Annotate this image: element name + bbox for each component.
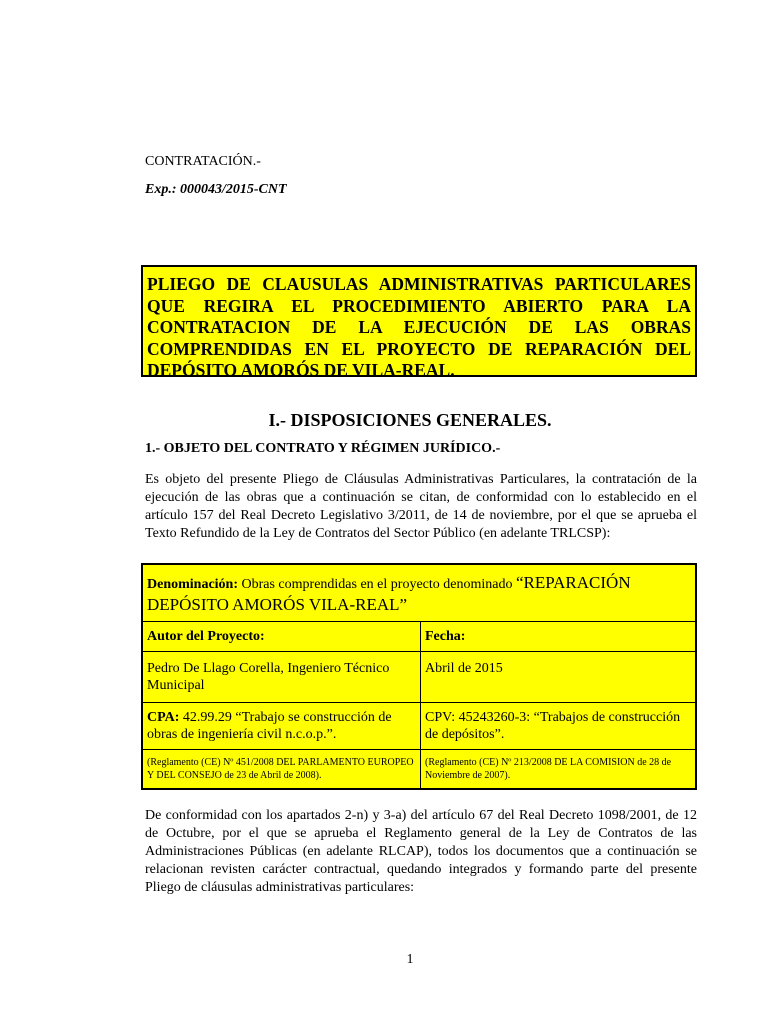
table-row-denominacion <box>143 565 695 621</box>
cpa-label: CPA: <box>147 710 180 725</box>
cpa-cell <box>143 703 421 749</box>
subsection-heading: 1.- OBJETO DEL CONTRATO Y RÉGIMEN JURÍDICO.- <box>145 441 501 456</box>
cpv-value: CPV: 45243260-3: “Trabajos de construcción de depósitos”. <box>425 710 681 742</box>
table-row-reglamento <box>143 749 695 788</box>
reglamento-right: (Reglamento (CE) Nº 213/2008 DE LA COMISION de 28 de Noviembre de 2007). <box>425 757 672 781</box>
denominacion-label: Denominación: <box>147 577 238 592</box>
autor-value: Pedro De Llago Corella, Ingeniero Técnico Municipal <box>143 652 421 702</box>
cpa-value: 42.99.29 “Trabajo se construcción de obras de ingeniería civil n.c.o.p.”. <box>147 710 392 742</box>
table-row-cpa-cpv <box>143 702 695 749</box>
denominacion-text: Obras comprendidas en el proyecto denominado <box>241 577 513 592</box>
fecha-value: Abril de 2015 <box>425 661 503 676</box>
denominacion-cell <box>143 565 695 621</box>
autor-label: Autor del Proyecto: <box>143 622 421 651</box>
fecha-label: Fecha: <box>425 629 466 644</box>
department-label: CONTRATACIÓN.- <box>145 154 261 169</box>
title-box <box>141 265 697 380</box>
table-row-autor <box>143 651 695 702</box>
document-title: PLIEGO DE CLAUSULAS ADMINISTRATIVAS PARTICULARES QUE REGIRA EL PROCEDIMIENTO ABIERTO PARA LA CONTRATACION DE LA EJECUCIÓN DE LAS OBRAS COMPRENDIDAS EN EL PROYECTO DE REPARACIÓN DEL DEPÓSITO AMORÓS DE VILA-REAL. <box>147 274 691 380</box>
table-row-headers <box>143 621 695 651</box>
denominacion-value: “REPARACIÓN DEPÓSITO AMORÓS VILA-REAL” <box>147 573 631 614</box>
reglamento-left: (Reglamento (CE) Nº 451/2008 DEL PARLAMENTO EUROPEO Y DEL CONSEJO de 23 de Abril de 2008). <box>143 750 421 788</box>
expedient-number: Exp.: 000043/2015-CNT <box>145 182 287 197</box>
section-heading: I.- DISPOSICIONES GENERALES. <box>268 410 552 430</box>
contract-info-table <box>141 563 697 790</box>
page-number: 1 <box>406 952 414 967</box>
paragraph-object: Es objeto del presente Pliego de Cláusulas Administrativas Particulares, la contratación de la ejecución de las obras que a continuación se citan, de conformidad con lo establecido en el artículo 157 del Real Decreto Legislativo 3/2011, de 14 de noviembre, por el que se aprueba el Texto Refundido de la Ley de Contratos del Sector Público (en adelante TRLCSP): <box>145 472 697 541</box>
paragraph-documents: De conformidad con los apartados 2-n) y 3-a) del artículo 67 del Real Decreto 1098/2001, de 12 de Octubre, por el que se aprueba el Reglamento general de la Ley de Contratos de las Administraciones Públicas (en adelante RLCAP), todos los documentos que a continuación se relacionan revisten carácter contractual, quedando integrados y formando parte del presente Pliego de cláusulas administrativas particulares: <box>145 808 697 895</box>
